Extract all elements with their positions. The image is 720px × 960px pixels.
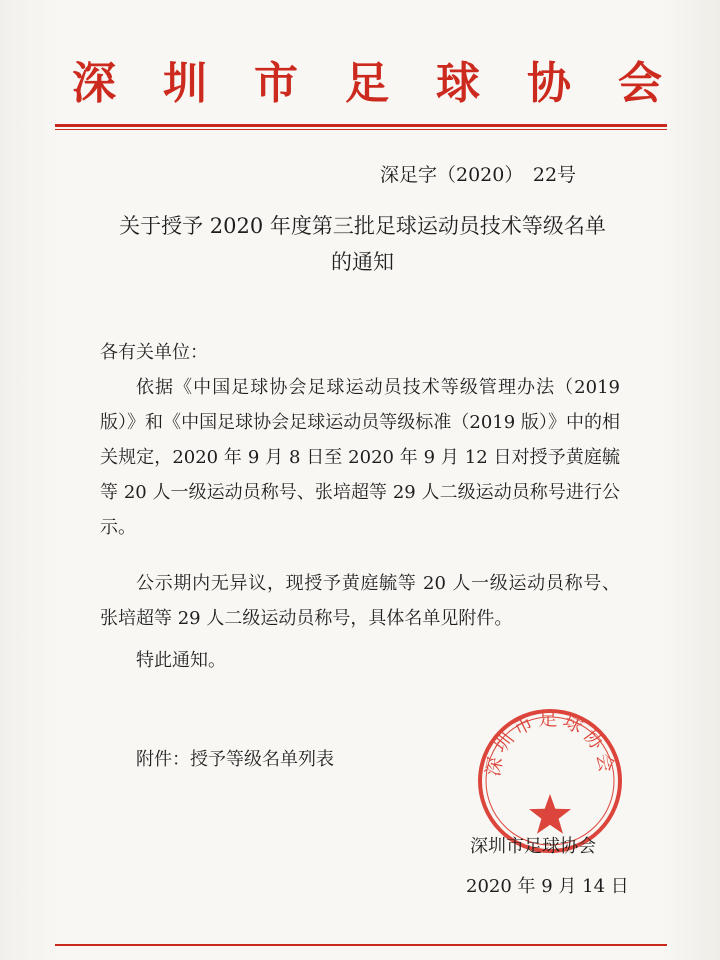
attachment-note: 附件：授予等级名单列表	[136, 749, 334, 770]
letterhead-char: 圳	[163, 58, 207, 109]
signature-date: 2020 年 9 月 14 日	[466, 876, 629, 897]
letterhead-char: 足	[345, 58, 389, 109]
notice-title-line1: 关于授予 2020 年度第三批足球运动员技术等级名单	[119, 214, 606, 238]
addressee: 各有关单位：	[100, 342, 208, 363]
body-paragraph-closing: 特此通知。	[136, 650, 226, 671]
letterhead-char: 会	[618, 58, 662, 109]
letterhead-rule-thin	[55, 129, 667, 130]
letterhead-rule-thick	[55, 124, 667, 127]
svg-text:深圳市足球协会	[482, 708, 618, 778]
letterhead-char: 协	[527, 58, 571, 109]
star-icon	[529, 794, 571, 834]
letterhead-title	[72, 58, 662, 109]
notice-title	[90, 208, 635, 280]
body-paragraph-award: 公示期内无异议，现授予黄庭毓等 20 人一级运动员称号、张培超等 29 人二级运动员称号，具体名单见附件。	[100, 573, 620, 629]
notice-title-line2: 的通知	[331, 250, 394, 274]
signature-organization: 深圳市足球协会	[470, 836, 596, 857]
document-number: 深足字（2020） 22号	[380, 164, 577, 186]
footer-rule	[55, 944, 667, 946]
seal-text: 深圳市足球协会	[482, 708, 618, 778]
body-paragraph-basis: 依据《中国足球协会足球运动员技术等级管理办法（2019 版）》和《中国足球协会足球运动员等级标准（2019 版）》中的相关规定，2020 年 9 月 8 日至 2020 年 9 月 12 日对授予黄庭毓等 20 人一级运动员称号、张培超等 29 人二级运动员称号进行公示。	[100, 377, 620, 538]
letterhead-char: 深	[72, 58, 116, 109]
letterhead-char: 球	[436, 58, 480, 109]
letterhead-char: 市	[254, 58, 298, 109]
